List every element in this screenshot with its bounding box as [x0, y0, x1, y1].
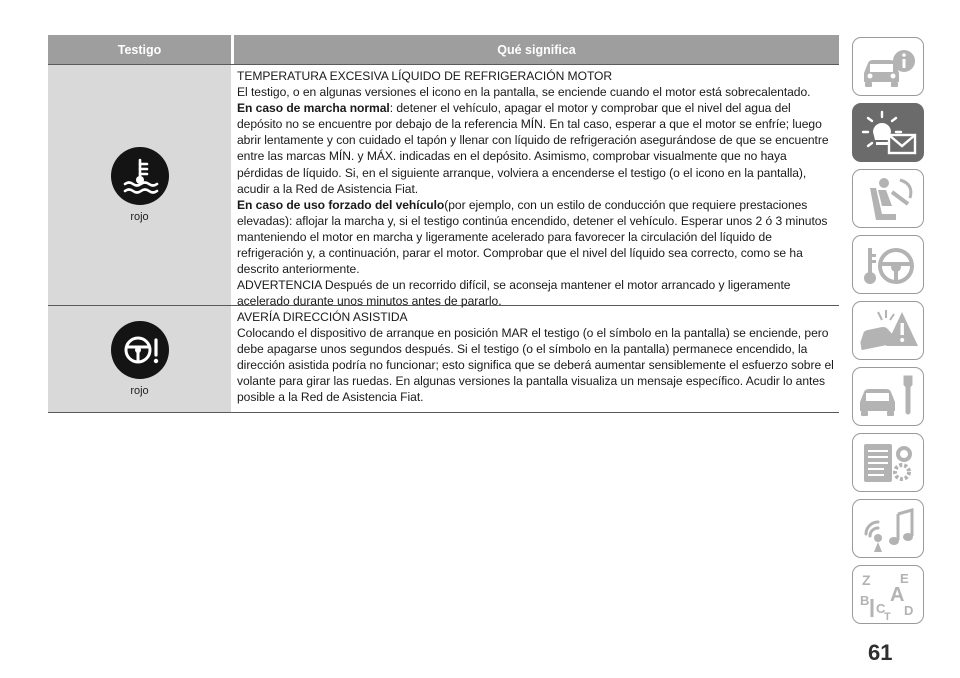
car-accident-warning-icon: [856, 306, 920, 356]
color-label: rojo: [130, 385, 149, 397]
index-letter: D: [904, 602, 914, 618]
tab-index[interactable]: [852, 565, 924, 624]
meaning-cell: [231, 306, 839, 412]
table-row: [48, 305, 839, 413]
forced-paragraph: [237, 197, 835, 277]
icon-cell: [48, 65, 231, 305]
forced-label: En caso de uso forzado del vehículo: [237, 197, 445, 212]
normal-text: : detener el vehículo, apagar el motor y comprobar que el nivel del agua del depósito no se encuentre por debajo de la referencia MÍN. En tal caso, esperar a que el motor se enfríe; luego abrir lentamente y con cuidado el tapón y llenar con líquido de refrigeración asegurándose de que se encuentre entre las marcas MÍN. y MÁX. indicadas en el depósito. Asimismo, comprobar visualmente que no haya pérdidas de líquido. Si, en el siguiente arranque, volviera a encenderse el testigo (o el icono en la pantalla), acudir a la Red de Asistencia Fiat.: [237, 101, 829, 196]
row-title: TEMPERATURA EXCESIVA LÍQUIDO DE REFRIGERACIÓN MOTOR: [237, 69, 613, 83]
tab-multimedia[interactable]: [852, 499, 924, 558]
tab-maintenance[interactable]: [852, 367, 924, 426]
index-letter: C: [876, 600, 886, 616]
tab-car-info[interactable]: [852, 37, 924, 96]
index-letter: E: [900, 570, 909, 586]
header-testigo: Testigo: [117, 42, 162, 57]
row-intro: El testigo, o en algunas versiones el icono en la pantalla, se enciende cuando el motor está sobrecalentado.: [237, 85, 811, 100]
car-maintenance-icon: [856, 372, 920, 422]
row-title: AVERÍA DIRECCIÓN ASISTIDA: [237, 310, 408, 324]
technical-data-icon: [856, 438, 920, 488]
header-que-significa: Qué significa: [231, 35, 839, 64]
alphabetical-index-icon: [856, 569, 920, 621]
index-letter: B: [860, 592, 870, 608]
tab-starting-driving[interactable]: [852, 235, 924, 294]
icon-cell: [48, 306, 231, 412]
warning-lights-table: [48, 35, 839, 413]
forced-text: (por ejemplo, con un estilo de conducción que requiere prestaciones elevadas): aflojar la marcha y, si el testigo continúa encendido, detener el vehículo. Esperar unos 2 ó 3 minutos manteniendo el motor en marcha y ligeramente acelerado para favorecer la circulación del líquido de refrigeración y, a continuación, parar el motor. Comprobar que el nivel del líquido sea correcto, como se ha descrito anteriormente.: [237, 197, 828, 277]
index-letter: A: [890, 583, 905, 606]
color-label: rojo: [130, 211, 149, 223]
normal-label: En caso de marcha normal: [237, 101, 390, 116]
warning-light-message-icon: [856, 108, 920, 158]
tab-safety[interactable]: [852, 169, 924, 228]
table-header: [48, 35, 839, 64]
coolant-temperature-icon: [111, 147, 169, 205]
table-row: [48, 64, 839, 309]
warning-text: ADVERTENCIA Después de un recorrido difícil, se aconseja mantener el motor arrancado y ligeramente acelerado durante unos minutos antes de pararlo.: [237, 278, 791, 309]
page-number: 61: [868, 640, 893, 665]
power-steering-warning-icon: [111, 321, 169, 379]
meaning-cell: [231, 65, 839, 309]
seat-airbag-icon: [856, 174, 920, 224]
index-letter: T: [884, 610, 891, 621]
row-body: Colocando el dispositivo de arranque en posición MAR el testigo (o el símbolo en la pantalla) se enciende, pero debe apagarse unos segundos después. Si el testigo (o el símbolo en la pantalla) permanece encendido, la dirección asistida podría no funcionar; esto significa que se deberá aumentar sensiblemente el esfuerzo sobre el volante para girar las ruedas. En algunas versiones la pantalla visualiza un mensaje específico. Acudir lo antes posible a la Red de Asistencia Fiat.: [237, 326, 834, 405]
tab-warning-lights[interactable]: [852, 103, 924, 162]
multimedia-icon: [856, 504, 920, 554]
tab-technical-data[interactable]: [852, 433, 924, 492]
normal-paragraph: [237, 100, 835, 197]
tab-emergency[interactable]: [852, 301, 924, 360]
index-letter: Z: [862, 571, 871, 588]
key-steering-wheel-icon: [856, 240, 920, 290]
car-info-icon: [856, 43, 920, 91]
